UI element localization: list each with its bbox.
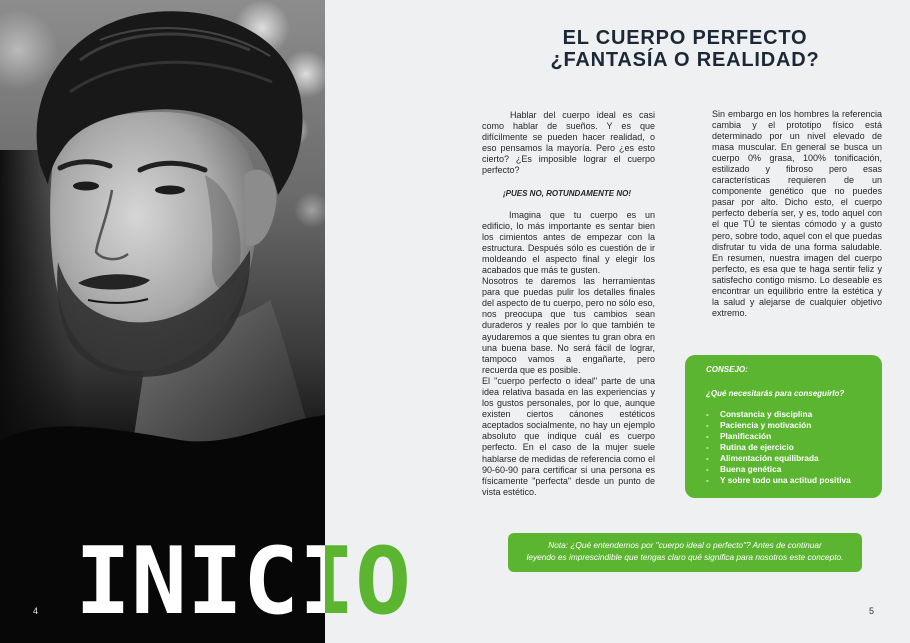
dash-bullet: - bbox=[706, 463, 709, 474]
list-item bbox=[706, 409, 851, 420]
right-page bbox=[325, 0, 910, 643]
tip-label: CONSEJO: bbox=[706, 365, 748, 374]
body-paragraph: El "cuerpo perfecto o ideal" parte de una idea relativa basada en las experiencias y los gustos personales, por lo que, aunque existen ciertos cánones estéticos aceptados socialmente, no hay un ejemplo absoluto que indique cuál es cuerpo perfecto. En el caso de la mujer suele hablarse de medidas de referencia como el 90-60-90 para certificar si una persona es físicamente "perfecta" desde un punto de vista estético. bbox=[482, 375, 655, 497]
body-paragraph: Nosotros te daremos las herramientas para que puedas pulir los detalles finales del aspecto de tu cuerpo, pero no sólo eso, nos preocupa que tus cambios sean duraderos y reales por lo que también te ayudaremos a que sientes tu gran obra en una buena base. No será fácil de lograr, tampoco vamos a engañarte, pero recuerda que es posible. bbox=[482, 276, 655, 375]
dash-bullet: - bbox=[706, 408, 709, 419]
title-line-1: EL CUERPO PERFECTO bbox=[562, 27, 808, 49]
note-box: Nota: ¿Qué entendemos por "cuerpo ideal o perfecto"? Antes de continuar leyendo es imprescindible que tengas claro qué significa para nosotros este concepto. bbox=[508, 533, 862, 572]
list-item-label: Planificación bbox=[720, 430, 772, 441]
page-number: 5 bbox=[869, 606, 875, 616]
intro-paragraph: Hablar del cuerpo ideal es casi como hablar de sueños. Y es que difícilmente se pueden hacer realidad, o eso pensamos la mayoría. Pero ¿es esto cierto? ¿Es imposible lograr el cuerpo perfecto? bbox=[482, 110, 655, 176]
list-item-label: Paciencia y motivación bbox=[720, 419, 812, 430]
list-item bbox=[706, 431, 851, 442]
list-item-label: Buena genética bbox=[720, 463, 782, 474]
article-title bbox=[485, 27, 885, 71]
eye-left bbox=[73, 182, 99, 191]
dash-bullet: - bbox=[706, 452, 709, 463]
eye-right bbox=[155, 186, 185, 195]
list-item bbox=[706, 420, 851, 431]
list-item bbox=[706, 475, 851, 486]
list-item-label: Y sobre todo una actitud positiva bbox=[720, 474, 851, 485]
list-item bbox=[706, 464, 851, 475]
list-item-label: Alimentación equilibrada bbox=[720, 452, 819, 463]
dash-bullet: - bbox=[706, 474, 709, 485]
list-item bbox=[706, 442, 851, 453]
dash-bullet: - bbox=[706, 419, 709, 430]
list-item-label: Rutina de ejercicio bbox=[720, 441, 794, 452]
dash-bullet: - bbox=[706, 441, 709, 452]
list-item-label: Constancia y disciplina bbox=[720, 408, 813, 419]
column-2-paragraph: Sin embargo en los hombres la referencia cambia y el prototipo físico está determinado por un nivel elevado de masa muscular. En general se busca un cuerpo 0% grasa, 100% tonificación, estilizado y fibroso pero esas características requieren de un componente genético que no puedes pasar por alto. Dicho esto, el cuerpo perfecto debería ser, y es, todo aquel con el que TÚ te sientas cómodo y a gusto pero, sobre todo, aquel con el que puedas disfrutar tu vida de una forma saludable. En resumen, nuestra imagen del cuerpo perfecto, es esa que te haga sentir feliz y satisfecho contigo mismo. Lo deseable es encontrar un equilibrio entre la estética y la salud y alejarse de cualquier objetivo extremo. bbox=[712, 108, 882, 319]
tip-list bbox=[706, 409, 851, 486]
title-line-2: ¿FANTASÍA O REALIDAD? bbox=[550, 49, 820, 71]
tip-box bbox=[685, 355, 882, 498]
page-number: 4 bbox=[33, 606, 39, 616]
section-title: INICIO bbox=[75, 527, 411, 635]
column-1-body bbox=[482, 210, 655, 498]
subheading: ¡PUES NO, ROTUNDAMENTE NO! bbox=[503, 188, 631, 198]
tip-question: ¿Qué necesitarás para conseguirlo? bbox=[706, 389, 845, 398]
dash-bullet: - bbox=[706, 430, 709, 441]
list-item bbox=[706, 453, 851, 464]
body-paragraph: Imagina que tu cuerpo es un edificio, lo más importante es sentar bien los cimientos antes de empezar con la estructura. Después sólo es cuestión de ir moldeando el aspecto final y elegir los acabados que más te gusten. bbox=[482, 209, 655, 275]
